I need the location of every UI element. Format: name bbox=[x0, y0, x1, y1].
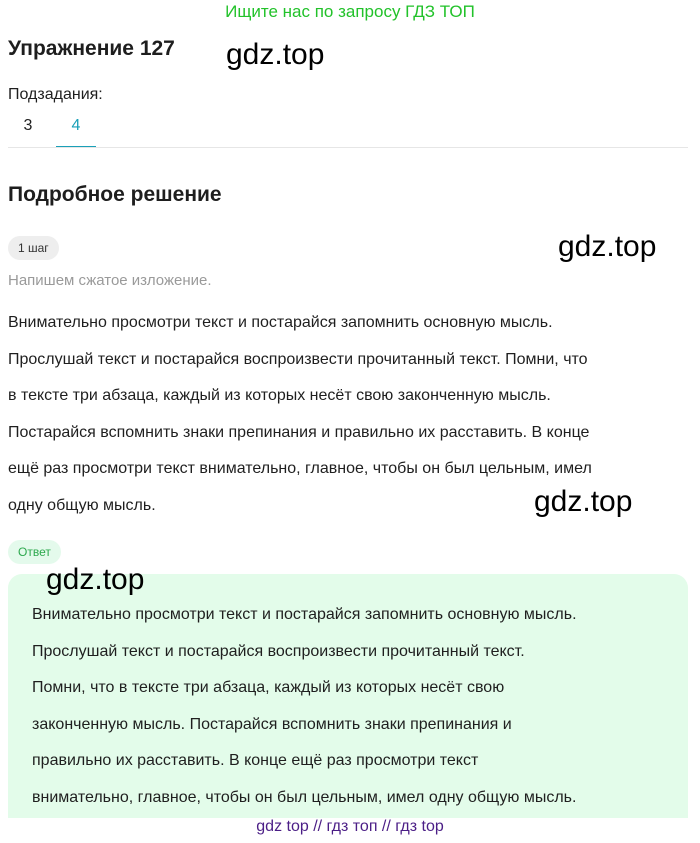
text-line: Прослушай текст и постарайся воспроизвести прочитанный текст. Помни, что bbox=[8, 350, 588, 368]
page-title: Упражнение 127 bbox=[8, 37, 175, 60]
text-line: внимательно, главное, чтобы он был цельным, имел одну общую мысль. bbox=[32, 788, 577, 806]
text-line: Внимательно просмотри текст и постарайся запомнить основную мысль. bbox=[32, 606, 577, 623]
text-line: Прослушай текст и постарайся воспроизвести прочитанный текст. bbox=[32, 642, 525, 660]
text-line: правильно их расставить. В конце ещё раз просмотри текст bbox=[32, 752, 479, 769]
search-banner: Ищите нас по запросу ГДЗ ТОП bbox=[225, 2, 475, 21]
text-line: в тексте три абзаца, каждый из которых несёт свою законченную мысль. bbox=[8, 387, 551, 404]
answer-text bbox=[32, 597, 672, 816]
subtasks-label: Подзадания: bbox=[8, 86, 103, 103]
tab-subtask-4[interactable]: 4 bbox=[56, 112, 96, 148]
step-badge: 1 шаг bbox=[8, 236, 59, 260]
solution-title: Подробное решение bbox=[8, 183, 222, 206]
step-hint: Напишем сжатое изложение. bbox=[8, 272, 212, 289]
text-line: законченную мысль. Постарайся вспомнить знаки препинания и bbox=[32, 715, 512, 733]
text-line: одну общую мысль. bbox=[8, 496, 156, 514]
watermark: gdz.top bbox=[46, 563, 145, 596]
footer-links: gdz top // гдз топ // гдз top bbox=[256, 818, 444, 835]
text-line: Постарайся вспомнить знаки препинания и правильно их расставить. В конце bbox=[8, 423, 590, 441]
watermark: gdz.top bbox=[226, 38, 325, 71]
answer-badge: Ответ bbox=[8, 540, 61, 564]
text-line: Помни, что в тексте три абзаца, каждый из которых несёт свою bbox=[32, 679, 505, 696]
watermark: gdz.top bbox=[558, 230, 657, 263]
answer-box bbox=[8, 574, 688, 818]
text-line: Внимательно просмотри текст и постарайся запомнить основную мысль. bbox=[8, 314, 553, 331]
solution-text bbox=[8, 305, 688, 524]
text-line: ещё раз просмотри текст внимательно, главное, чтобы он был цельным, имел bbox=[8, 460, 592, 477]
tab-subtask-3[interactable]: 3 bbox=[23, 117, 33, 134]
watermark: gdz.top bbox=[534, 485, 633, 518]
divider bbox=[8, 147, 688, 148]
